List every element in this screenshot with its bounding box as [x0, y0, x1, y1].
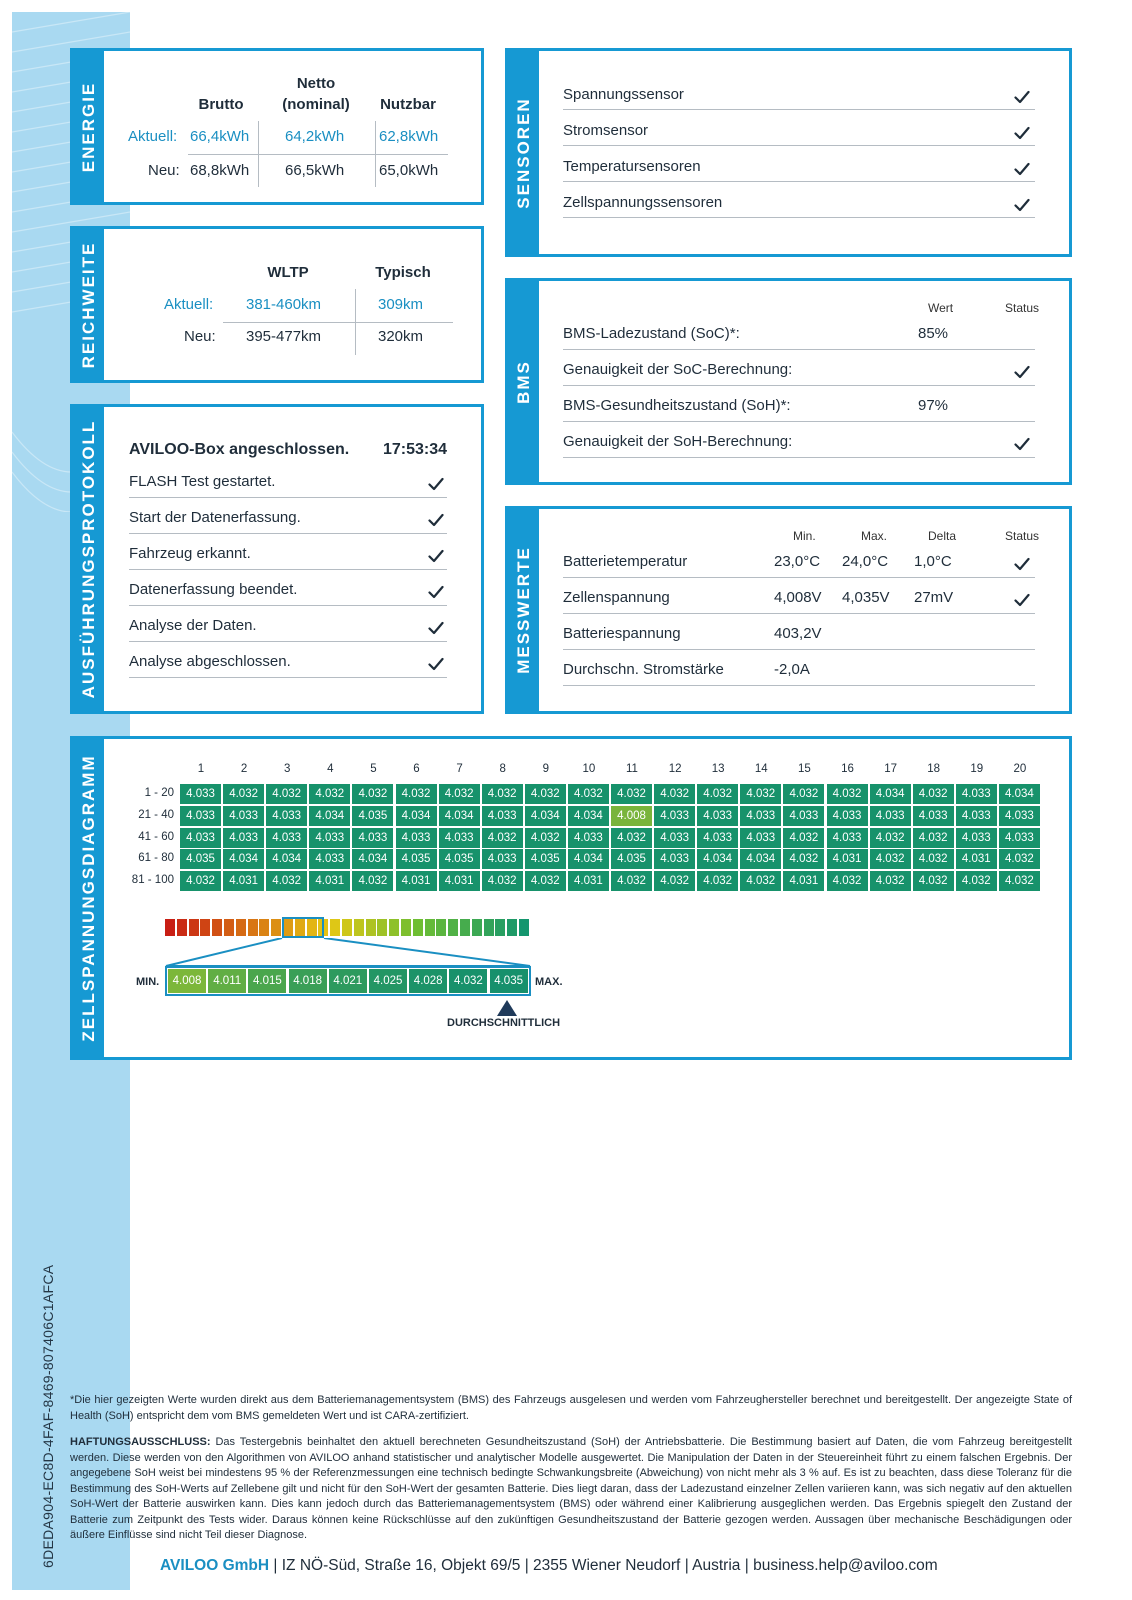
column-number: 3 [283, 763, 291, 775]
reichweite-value: 381-460km [246, 296, 322, 313]
voltage-cell: 4.032 [740, 871, 781, 891]
disclaimer [70, 1435, 1072, 1544]
scale-segment [366, 919, 376, 936]
scale-segment [472, 919, 482, 936]
reichweite-header-typisch: Typisch [375, 264, 431, 281]
scale-segment [165, 919, 175, 936]
divider [129, 605, 447, 606]
voltage-cell: 4.033 [309, 849, 350, 869]
scale-segment [484, 919, 494, 936]
voltage-cell: 4.033 [266, 806, 307, 826]
voltage-cell: 4.032 [956, 871, 997, 891]
sensoren-panel [505, 48, 1072, 257]
divider [188, 154, 448, 155]
voltage-cell: 4.032 [697, 871, 738, 891]
voltage-cell: 4.032 [827, 871, 868, 891]
sensor-item: Stromsensor [563, 122, 649, 139]
energie-header-brutto: Brutto [198, 96, 244, 113]
check-icon [1014, 162, 1030, 176]
legend-value: 4.021 [329, 969, 367, 993]
column-number: 15 [797, 763, 811, 775]
voltage-cell: 4.031 [309, 871, 350, 891]
scale-segment [425, 919, 435, 936]
scale-segment [460, 919, 470, 936]
voltage-cell: 4.032 [913, 784, 954, 804]
protokoll-step: Analyse abgeschlossen. [129, 653, 291, 670]
messwert-min: -2,0A [774, 661, 810, 678]
messwerte-header-min: Min. [793, 529, 816, 543]
check-icon [428, 585, 444, 599]
voltage-cell: 4.033 [740, 806, 781, 826]
voltage-cell: 4.032 [352, 871, 393, 891]
messwert-min: 403,2V [774, 625, 822, 642]
voltage-cell: 4.035 [611, 849, 652, 869]
column-number: 10 [582, 763, 596, 775]
scale-segment [413, 919, 423, 936]
scale-segment [236, 919, 246, 936]
voltage-cell: 4.034 [396, 806, 437, 826]
legend-min-label: MIN. [136, 976, 160, 988]
voltage-cell: 4.032 [223, 784, 264, 804]
energie-header-nutzbar: Nutzbar [380, 96, 436, 113]
voltage-cell: 4.032 [525, 784, 566, 804]
divider [563, 349, 1035, 350]
voltage-cell: 4.033 [913, 806, 954, 826]
scale-segment [354, 919, 364, 936]
scale-segment [507, 919, 517, 936]
voltage-cell: 4.032 [783, 784, 824, 804]
voltage-cell: 4.031 [396, 871, 437, 891]
voltage-cell: 4.033 [956, 806, 997, 826]
scale-segment [377, 919, 387, 936]
reichweite-tab: REICHWEITE [73, 229, 104, 380]
column-number: 11 [626, 763, 638, 775]
column-number: 9 [542, 763, 549, 775]
protokoll-title: AVILOO-Box angeschlossen. [129, 441, 350, 458]
messwerte-header-max: Max. [861, 529, 888, 543]
reichweite-value: 309km [378, 296, 424, 313]
voltage-cell: 4.032 [697, 784, 738, 804]
protokoll-step: FLASH Test gestartet. [129, 473, 276, 490]
divider [129, 641, 447, 642]
messwerte-tab: MESSWERTE [508, 509, 539, 711]
energie-row-label: Neu: [148, 162, 180, 179]
voltage-cell: 4.035 [352, 806, 393, 826]
voltage-cell: 4.033 [999, 806, 1040, 826]
divider [563, 457, 1035, 458]
voltage-cell: 4.032 [266, 871, 307, 891]
voltage-cell: 4.033 [396, 828, 437, 848]
scale-segment [224, 919, 234, 936]
messwert-row-label: Batterietemperatur [563, 553, 688, 570]
voltage-cell: 4.032 [740, 784, 781, 804]
voltage-cell: 4.032 [827, 784, 868, 804]
column-number: 8 [499, 763, 506, 775]
voltage-cell: 4.033 [697, 828, 738, 848]
voltage-cell: 4.032 [611, 871, 652, 891]
bms-header-wert: Wert [928, 301, 954, 315]
reichweite-panel [70, 226, 484, 383]
voltage-cell: 4.034 [568, 849, 609, 869]
scale-segment [177, 919, 187, 936]
voltage-cell: 4.033 [956, 828, 997, 848]
voltage-cell: 4.032 [482, 871, 523, 891]
voltage-cell: 4.034 [697, 849, 738, 869]
column-number: 12 [668, 763, 682, 775]
voltage-cell: 4.032 [913, 849, 954, 869]
divider [129, 497, 447, 498]
messwert-delta: 1,0°C [914, 553, 952, 570]
divider [563, 217, 1035, 218]
voltage-cell: 4.033 [352, 828, 393, 848]
scale-segment [259, 919, 269, 936]
column-number: 4 [327, 763, 334, 775]
column-number: 14 [754, 763, 768, 775]
messwert-max: 4,035V [842, 589, 890, 606]
energie-value: 68,8kWh [190, 162, 250, 179]
reichweite-row-label: Aktuell: [164, 296, 214, 313]
disclaimer-text: Das Testergebnis beinhaltet den aktuell berechneten Gesundheitszustand (SoH) der Antriebsbatterie. Die Bestimmung basiert auf Daten, die vom Fahrzeug bereitgestellt werden. Diese werden von den Algorithmen von AVILOO anhand statistischer und analytischer Modelle ausgewertet. Die Manipulation der Daten in der Steuereinheit führt zu einem falschen Ergebnis. Der angegebene SoH weist bei mindestens 95 % der Referenzmessungen eine technisch bedingte Schwankungsbreite (Abweichung) von nicht mehr als 3 % auf. Es ist zu beachten, dass diese Toleranz für die Bestimmung des SoH-Werts auf Zellebene gilt und nicht für den SoH-Wert der gesamten Batterie. Dies liegt daran, dass der Ladezustand einzelner Zellen variieren kann, was sich negativ auf den aktuellen SoH-Wert der Batterie auswirken kann. Dies kann jedoch durch das Batteriemanagementsystem (BMS) oder während einer Kalibrierung ausgeglichen werden. Das Ergebnis spiegelt den Zustand der Batterie zum Zeitpunkt des Tests wider. Daraus können keine Rückschlüsse auf den zukünftigen Gesundheitszustand der Batterie gezogen werden. Aussagen über mechanische Beschädigungen oder äußere Einflüsse sind nicht Teil dieser Diagnose. [70, 1436, 1072, 1541]
voltage-cell: 4.033 [956, 784, 997, 804]
voltage-cell: 4.032 [999, 871, 1040, 891]
footer-company: AVILOO GmbH [160, 1557, 270, 1574]
voltage-cell: 4.032 [870, 871, 911, 891]
check-icon [428, 621, 444, 635]
voltage-cell: 4.033 [223, 828, 264, 848]
footer-email[interactable]: business.help@aviloo.com [753, 1557, 938, 1574]
divider [563, 613, 1035, 614]
legend-value: 4.032 [449, 969, 487, 993]
bms-row-label: Genauigkeit der SoH-Berechnung: [563, 433, 793, 450]
bms-row-label: BMS-Gesundheitszustand (SoH)*: [563, 397, 791, 414]
divider [129, 677, 447, 678]
reichweite-value: 320km [378, 328, 424, 345]
voltage-cell: 4.033 [654, 828, 695, 848]
footer-country: Austria [692, 1557, 741, 1574]
legend-value: 4.015 [248, 969, 286, 993]
column-number: 20 [1013, 763, 1027, 775]
voltage-cell: 4.032 [870, 849, 911, 869]
divider [129, 569, 447, 570]
reichweite-header-wltp: WLTP [267, 264, 309, 281]
messwert-min: 23,0°C [774, 553, 821, 570]
divider [355, 289, 356, 355]
voltage-cell: 4.032 [180, 871, 221, 891]
scale-segment [495, 919, 505, 936]
zellspannung-tab: ZELLSPANNUNGSDIAGRAMM [73, 739, 104, 1057]
messwert-row-label: Zellenspannung [563, 589, 670, 606]
voltage-cell: 4.033 [180, 784, 221, 804]
legend-value: 4.035 [490, 969, 528, 993]
protokoll-panel [70, 404, 484, 714]
scale-segment [200, 919, 210, 936]
voltage-cell: 4.032 [525, 871, 566, 891]
voltage-cell: 4.031 [827, 849, 868, 869]
voltage-cell: 4.032 [654, 871, 695, 891]
check-icon [1014, 593, 1030, 607]
row-label: 1 - 20 [144, 787, 174, 799]
divider [258, 121, 259, 187]
scale-segment [248, 919, 258, 936]
bms-header-status: Status [1005, 301, 1040, 315]
voltage-cell: 4.033 [783, 806, 824, 826]
scale-segment [271, 919, 281, 936]
footer-address: IZ NÖ-Süd, Straße 16, Objekt 69/5 [281, 1557, 521, 1574]
check-icon [428, 477, 444, 491]
voltage-cell: 4.033 [740, 828, 781, 848]
scale-segment [342, 919, 352, 936]
voltage-cell: 4.032 [611, 784, 652, 804]
voltage-cell: 4.034 [740, 849, 781, 869]
messwert-min: 4,008V [774, 589, 822, 606]
scale-segment [436, 919, 446, 936]
divider [563, 181, 1035, 182]
column-number: 5 [370, 763, 377, 775]
check-icon [1014, 557, 1030, 571]
bms-panel [505, 278, 1072, 485]
footer [160, 1557, 938, 1575]
scale-segment [389, 919, 399, 936]
divider [563, 421, 1035, 422]
check-icon [1014, 365, 1030, 379]
energie-value: 62,8kWh [379, 128, 439, 145]
divider [223, 322, 453, 323]
footer-city: 2355 Wiener Neudorf [533, 1557, 681, 1574]
messwerte-header-delta: Delta [928, 529, 957, 543]
scale-segment [212, 919, 222, 936]
divider [563, 685, 1035, 686]
voltage-cell: 4.034 [568, 806, 609, 826]
voltage-cell: 4.032 [783, 828, 824, 848]
voltage-cell: 4.032 [525, 828, 566, 848]
sensoren-tab: SENSOREN [508, 51, 539, 254]
average-marker-icon [497, 1000, 517, 1016]
check-icon [1014, 90, 1030, 104]
messwert-row-label: Durchschn. Stromstärke [563, 661, 724, 678]
column-number: 17 [884, 763, 897, 775]
column-number: 2 [240, 763, 248, 775]
voltage-cell: 4.032 [266, 784, 307, 804]
voltage-cell: 4.031 [783, 871, 824, 891]
sensor-item: Zellspannungssensoren [563, 194, 723, 211]
legend-value: 4.028 [409, 969, 447, 993]
voltage-cell: 4.032 [309, 784, 350, 804]
scale-segment [519, 919, 529, 936]
messwerte-header-status: Status [1005, 529, 1040, 543]
reichweite-value: 395-477km [246, 328, 322, 345]
voltage-cell: 4.035 [180, 849, 221, 869]
voltage-cell: 4.033 [870, 806, 911, 826]
voltage-cell: 4.033 [999, 828, 1040, 848]
voltage-cell: 4.033 [180, 828, 221, 848]
bms-row-label: Genauigkeit der SoC-Berechnung: [563, 361, 793, 378]
voltage-cell: 4.032 [611, 828, 652, 848]
voltage-cell: 4.035 [525, 849, 566, 869]
legend-value: 4.018 [289, 969, 327, 993]
voltage-cell: 4.033 [266, 828, 307, 848]
sensor-item: Spannungssensor [563, 86, 684, 103]
check-icon [428, 513, 444, 527]
voltage-cell: 4.034 [525, 806, 566, 826]
voltage-cell: 4.032 [654, 784, 695, 804]
voltage-cell: 4.033 [654, 806, 695, 826]
voltage-cell: 4.032 [482, 784, 523, 804]
check-icon [428, 657, 444, 671]
voltage-cell: 4.034 [309, 806, 350, 826]
protokoll-step: Datenerfassung beendet. [129, 581, 298, 598]
row-label: 61 - 80 [138, 852, 174, 865]
energie-panel [70, 48, 484, 205]
check-icon [1014, 126, 1030, 140]
voltage-cell: 4.034 [352, 849, 393, 869]
voltage-cell: 4.034 [870, 784, 911, 804]
protokoll-step: Fahrzeug erkannt. [129, 545, 251, 562]
divider [563, 109, 1035, 110]
voltage-cell: 4.033 [180, 806, 221, 826]
voltage-cell: 4.034 [999, 784, 1040, 804]
voltage-cell: 4.032 [439, 784, 480, 804]
legend-max-label: MAX. [535, 976, 563, 988]
voltage-cell: 4.032 [568, 784, 609, 804]
voltage-cell: 4.031 [223, 871, 264, 891]
check-icon [1014, 198, 1030, 212]
voltage-cell: 4.033 [482, 849, 523, 869]
voltage-cell: 4.033 [482, 806, 523, 826]
footnote: *Die hier gezeigten Werte wurden direkt aus dem Batteriemanagementsystem (BMS) des Fahrzeugs ausgelesen und werden vom Fahrzeughersteller berechnet und bereitgestellt. Der angezeigte State of Health (SoH) entspricht dem vom BMS gemeldeten Wert und ist CARA-zertifiziert. [70, 1394, 1072, 1422]
column-number: 6 [413, 763, 420, 775]
voltage-cell: 4.032 [870, 828, 911, 848]
voltage-cell: 4.034 [439, 806, 480, 826]
scale-segment [401, 919, 411, 936]
legend-value: 4.008 [168, 969, 206, 993]
divider [563, 577, 1035, 578]
column-number: 16 [841, 763, 854, 775]
footer-separator: | [684, 1557, 689, 1574]
scale-segment [330, 919, 340, 936]
row-label: 21 - 40 [138, 808, 174, 821]
bms-row-value: 97% [918, 397, 949, 414]
energie-value: 64,2kWh [285, 128, 345, 145]
reichweite-row-label: Neu: [184, 328, 216, 345]
energie-row-label: Aktuell: [128, 128, 178, 145]
column-number: 1 [197, 763, 205, 775]
voltage-cell: 4.033 [654, 849, 695, 869]
sensor-item: Temperatursensoren [563, 158, 701, 175]
footer-separator: | [273, 1557, 278, 1574]
voltage-cell: 4.034 [223, 849, 264, 869]
column-number: 13 [711, 763, 725, 775]
voltage-cell: 4.033 [309, 828, 350, 848]
divider [129, 533, 447, 534]
voltage-cell: 4.033 [697, 806, 738, 826]
column-number: 18 [927, 763, 941, 775]
check-icon [428, 549, 444, 563]
bms-row-label: BMS-Ladezustand (SoC)*: [563, 325, 740, 342]
bms-tab: BMS [508, 281, 539, 482]
divider [375, 121, 376, 187]
energie-value: 66,5kWh [285, 162, 345, 179]
voltage-cell: 4.034 [266, 849, 307, 869]
voltage-cell: 4.032 [482, 828, 523, 848]
divider [563, 385, 1035, 386]
voltage-cell: 4.032 [352, 784, 393, 804]
legend-value: 4.011 [208, 969, 246, 993]
row-label: 41 - 60 [138, 830, 174, 843]
voltage-cell: 4.033 [568, 828, 609, 848]
voltage-cell: 4.031 [956, 849, 997, 869]
average-label: DURCHSCHNITTLICH [447, 1017, 561, 1029]
protokoll-step: Analyse der Daten. [129, 617, 257, 634]
voltage-cell: 4.031 [439, 871, 480, 891]
voltage-cell: 4.032 [783, 849, 824, 869]
voltage-cell: 4.033 [827, 806, 868, 826]
protokoll-time: 17:53:34 [383, 441, 448, 458]
document-id: 6DEDA904-EC8D-4FAF-8469-807406C1AFCA [40, 1264, 56, 1568]
voltage-cell: 4.032 [999, 849, 1040, 869]
messwert-max: 24,0°C [842, 553, 889, 570]
energie-header-netto-sub: (nominal) [282, 96, 350, 113]
voltage-cell: 4.035 [439, 849, 480, 869]
check-icon [1014, 437, 1030, 451]
disclaimer-label: HAFTUNGSAUSSCHLUSS: [70, 1436, 211, 1448]
divider [563, 649, 1035, 650]
energie-value: 66,4kWh [190, 128, 250, 145]
row-label: 81 - 100 [131, 874, 174, 887]
voltage-cell: 4.032 [913, 871, 954, 891]
energie-header-netto: Netto [296, 75, 336, 92]
legend-value: 4.025 [369, 969, 407, 993]
footer-separator: | [744, 1557, 749, 1574]
messwert-row-label: Batteriespannung [563, 625, 681, 642]
scale-segment [189, 919, 199, 936]
voltage-cell: 4.035 [396, 849, 437, 869]
scale-segment [448, 919, 458, 936]
voltage-cell: 4.032 [396, 784, 437, 804]
divider [563, 145, 1035, 146]
messwerte-panel [505, 506, 1072, 714]
messwert-delta: 27mV [914, 589, 954, 606]
protokoll-tab: AUSFÜHRUNGSPROTOKOLL [73, 407, 104, 711]
voltage-cell: 4.033 [223, 806, 264, 826]
voltage-cell: 4.033 [827, 828, 868, 848]
column-number: 7 [456, 763, 463, 775]
column-number: 19 [970, 763, 984, 775]
bms-row-value: 85% [918, 325, 949, 342]
scale-highlight [282, 917, 324, 938]
voltage-cell: 4.033 [439, 828, 480, 848]
protokoll-step: Start der Datenerfassung. [129, 509, 301, 526]
voltage-cell: 4.031 [568, 871, 609, 891]
energie-tab: ENERGIE [73, 51, 104, 202]
footer-separator: | [524, 1557, 529, 1574]
voltage-cell: 4.032 [913, 828, 954, 848]
voltage-cell: 4.008 [611, 806, 652, 826]
energie-value: 65,0kWh [379, 162, 439, 179]
